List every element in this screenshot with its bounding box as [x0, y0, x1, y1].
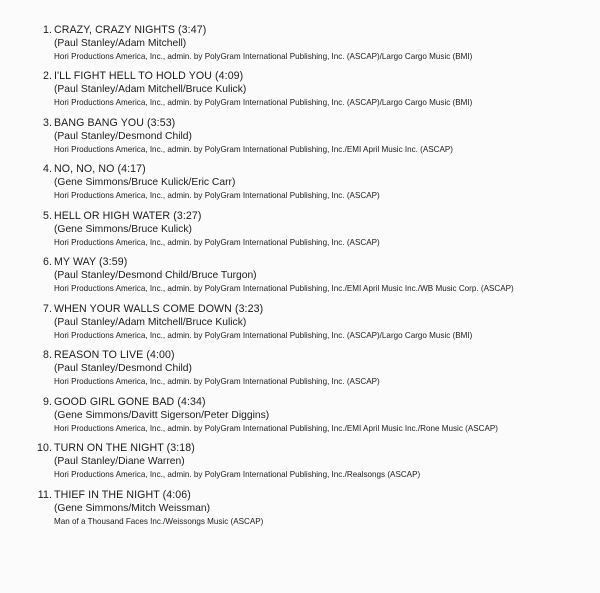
track-title: THIEF IN THE NIGHT (4:06) — [54, 489, 191, 501]
track-title: HELL OR HIGH WATER (3:27) — [54, 210, 202, 222]
track-credits — [54, 396, 594, 434]
track-publisher: Hori Productions America, Inc., admin. by PolyGram International Publishing, Inc. (ASCAP) — [54, 238, 380, 247]
track-writers: (Paul Stanley/Diane Warren) — [54, 456, 185, 467]
track-writers: (Gene Simmons/Davitt Sigerson/Peter Diggins) — [54, 410, 270, 421]
track-writers: (Paul Stanley/Desmond Child/Bruce Turgon) — [54, 270, 257, 281]
track-writers: (Gene Simmons/Mitch Weissman) — [54, 503, 211, 514]
track-publisher: Hori Productions America, Inc., admin. by PolyGram International Publishing, Inc. (ASCAP)/Largo Cargo Music (BMI) — [54, 52, 473, 61]
track-number: 7. — [42, 303, 52, 315]
track-credits — [54, 24, 594, 62]
track-number: 8. — [42, 349, 52, 361]
track-writers: (Gene Simmons/Bruce Kulick) — [54, 224, 192, 235]
track-credits — [54, 489, 594, 527]
track-title: BANG BANG YOU (3:53) — [54, 117, 176, 129]
track-credits — [54, 210, 594, 248]
track-title: CRAZY, CRAZY NIGHTS (3:47) — [54, 24, 207, 36]
track-credits — [54, 256, 594, 294]
track-title: TURN ON THE NIGHT (3:18) — [54, 442, 195, 454]
track-number: 4. — [42, 163, 52, 175]
track-publisher: Hori Productions America, Inc., admin. by PolyGram International Publishing, Inc. (ASCAP) — [54, 377, 380, 386]
track-publisher: Hori Productions America, Inc., admin. by PolyGram International Publishing, Inc. (ASCAP) — [54, 191, 380, 200]
track-publisher: Hori Productions America, Inc., admin. by PolyGram International Publishing, Inc./Realsongs (ASCAP) — [54, 470, 421, 479]
track-writers: (Paul Stanley/Adam Mitchell) — [54, 38, 187, 49]
track-number: 11. — [37, 489, 52, 501]
track-number: 1. — [42, 24, 52, 36]
track-title: WHEN YOUR WALLS COME DOWN (3:23) — [54, 303, 264, 315]
track-credits — [54, 303, 594, 341]
track-publisher: Hori Productions America, Inc., admin. by PolyGram International Publishing, Inc./EMI April Music Inc./WB Music Corp. (ASCAP) — [54, 284, 514, 293]
track-number: 2. — [42, 70, 52, 82]
track-publisher: Hori Productions America, Inc., admin. by PolyGram International Publishing, Inc. (ASCAP)/Largo Cargo Music (BMI) — [54, 331, 473, 340]
track-writers: (Paul Stanley/Desmond Child) — [54, 131, 192, 142]
track-publisher: Hori Productions America, Inc., admin. by PolyGram International Publishing, Inc./EMI April Music Inc. (ASCAP) — [54, 145, 453, 154]
track-title: MY WAY (3:59) — [54, 256, 128, 268]
track-title: REASON TO LIVE (4:00) — [54, 349, 175, 361]
track-publisher: Hori Productions America, Inc., admin. by PolyGram International Publishing, Inc./EMI April Music Inc./Rone Music (ASCAP) — [54, 424, 498, 433]
track-number: 10. — [36, 442, 52, 454]
track-credits — [54, 70, 594, 108]
track-writers: (Paul Stanley/Adam Mitchell/Bruce Kulick) — [54, 317, 247, 328]
track-writers: (Paul Stanley/Adam Mitchell/Bruce Kulick) — [54, 84, 247, 95]
track-publisher: Man of a Thousand Faces Inc./Weissongs Music (ASCAP) — [54, 517, 264, 526]
track-credits — [54, 163, 594, 201]
track-credits — [54, 117, 594, 155]
track-title: I'LL FIGHT HELL TO HOLD YOU (4:09) — [54, 70, 244, 82]
track-credits — [54, 349, 594, 387]
track-publisher: Hori Productions America, Inc., admin. by PolyGram International Publishing, Inc. (ASCAP)/Largo Cargo Music (BMI) — [54, 98, 473, 107]
track-number: 5. — [42, 210, 52, 222]
track-number: 6. — [42, 256, 52, 268]
track-writers: (Paul Stanley/Desmond Child) — [54, 363, 192, 374]
track-number: 9. — [42, 396, 52, 408]
track-title: NO, NO, NO (4:17) — [54, 163, 146, 175]
track-number: 3. — [42, 117, 52, 129]
track-title: GOOD GIRL GONE BAD (4:34) — [54, 396, 206, 408]
track-credits — [54, 442, 594, 480]
track-writers: (Gene Simmons/Bruce Kulick/Eric Carr) — [54, 177, 236, 188]
